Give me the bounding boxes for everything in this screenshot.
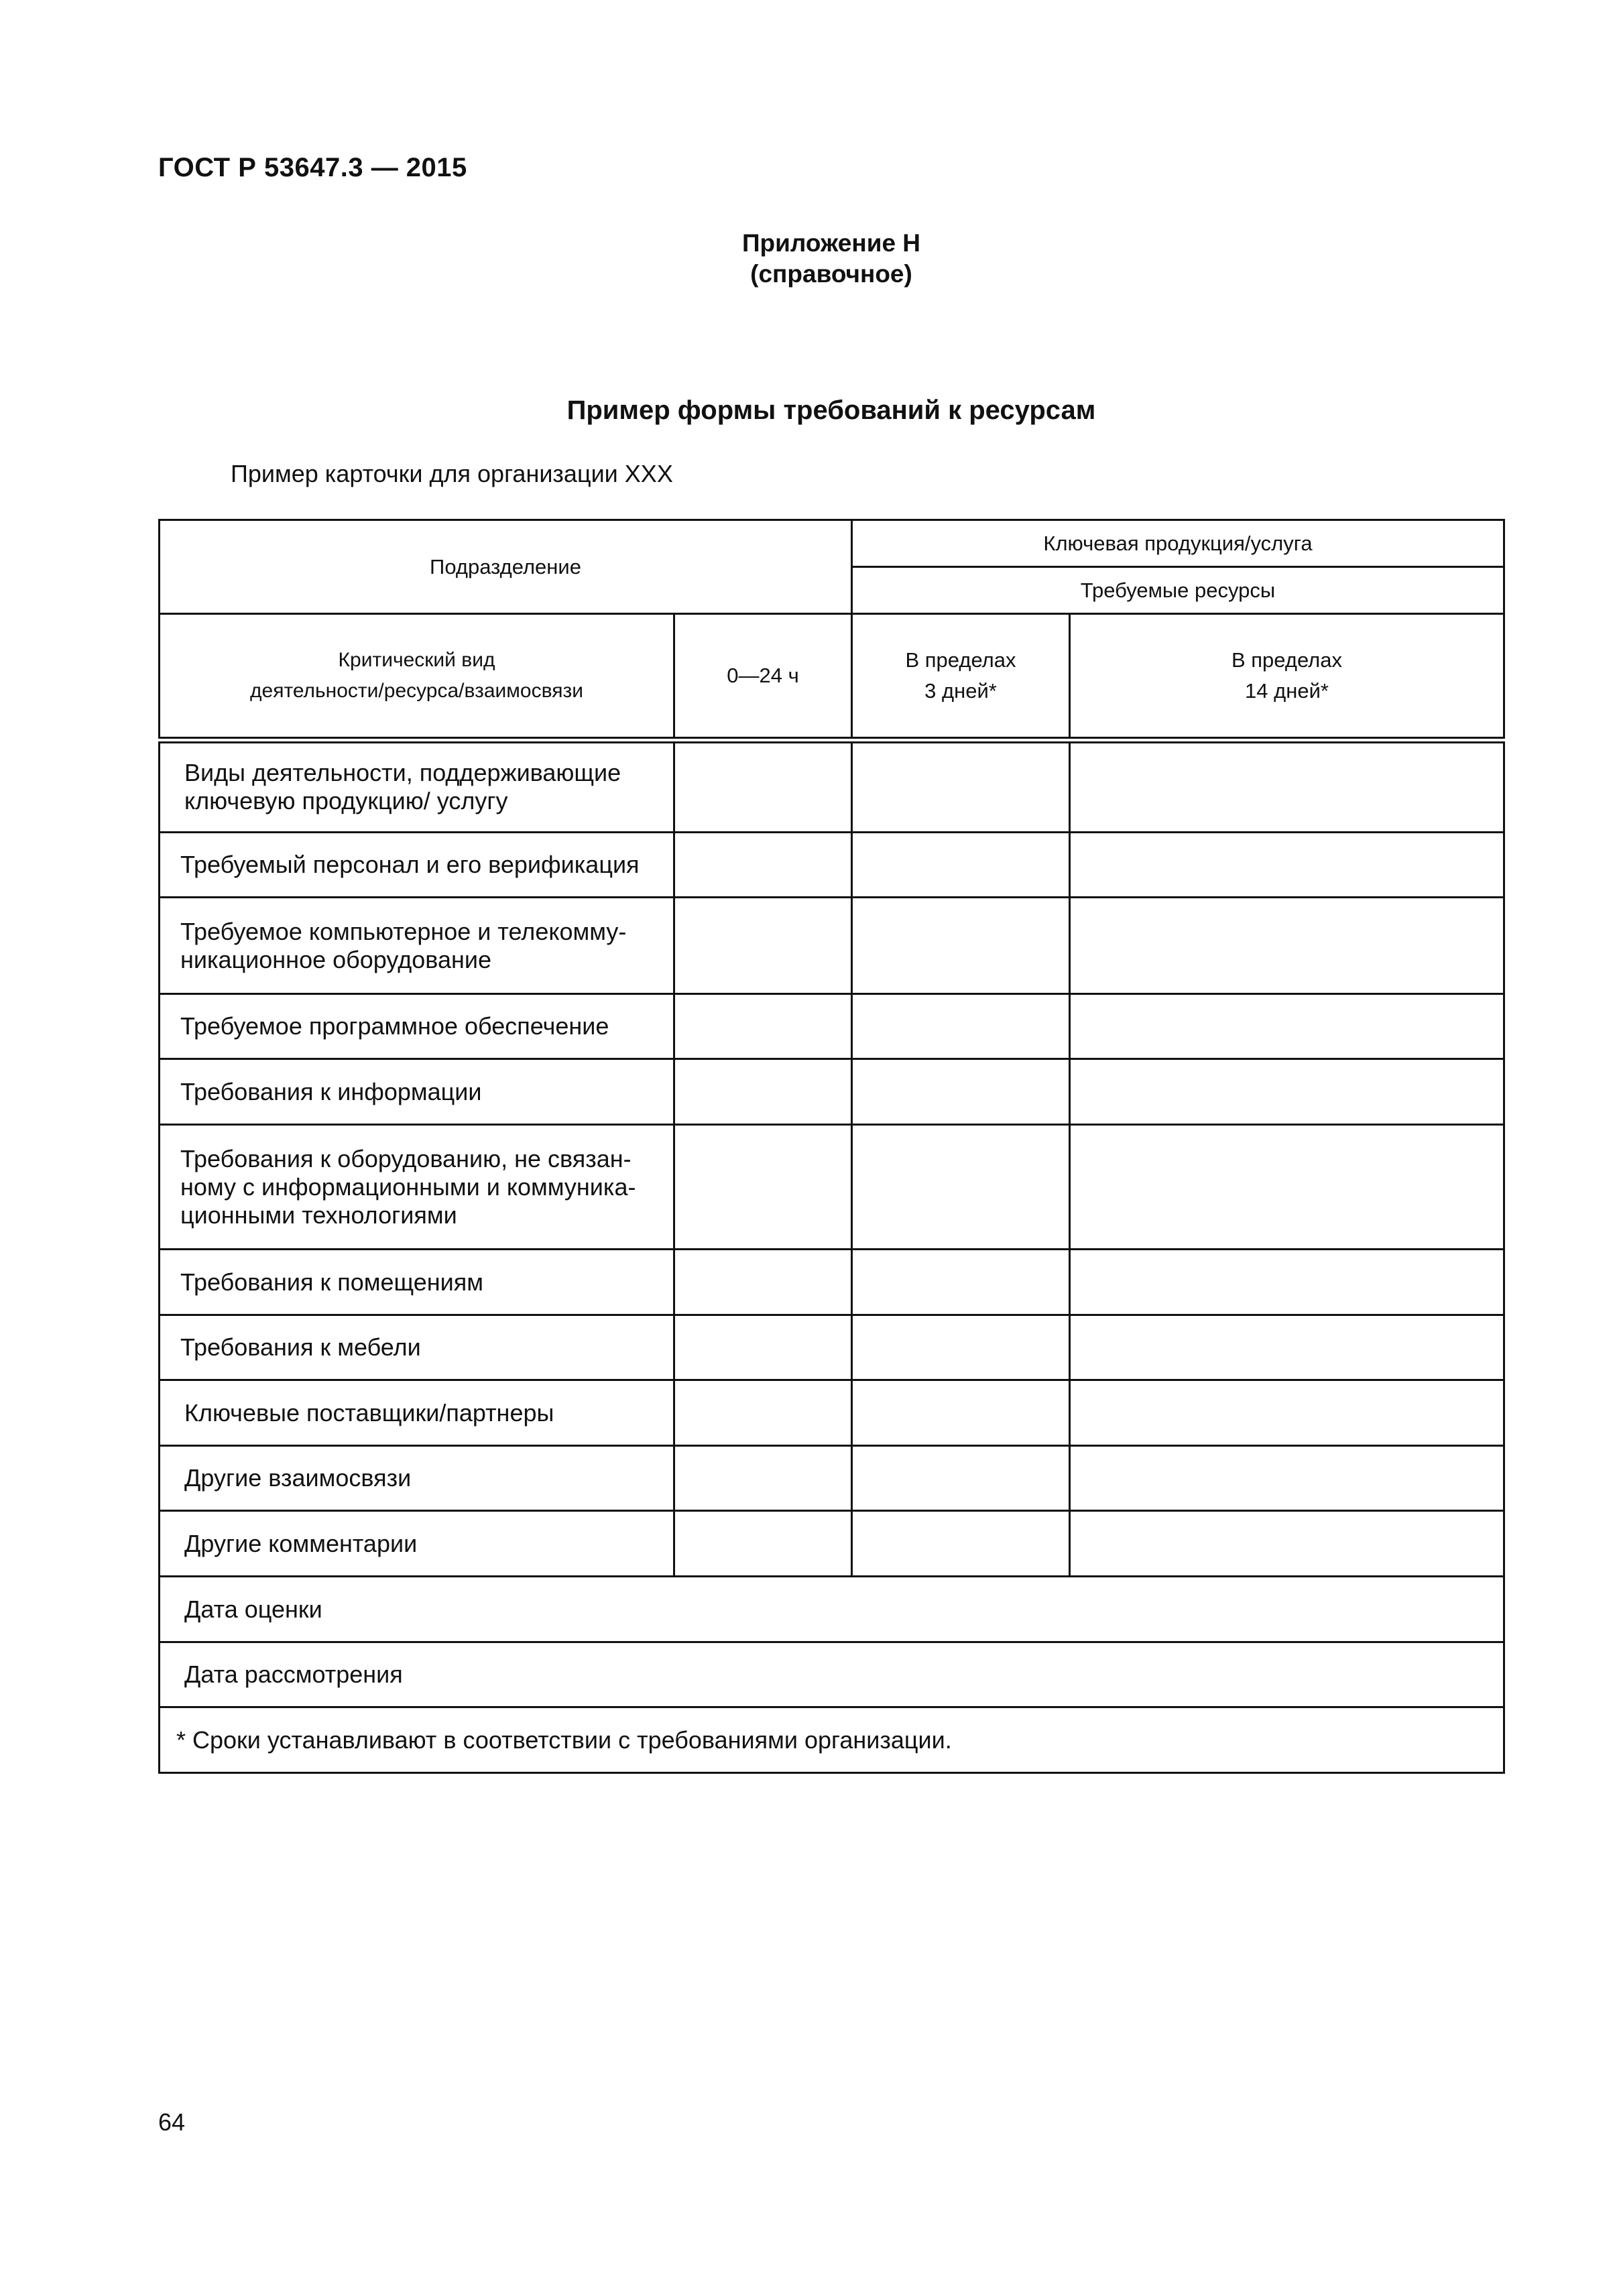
- col-critical-line2: деятельности/ресурса/взаимосвязи: [250, 679, 583, 702]
- review-date-label: Дата рассмотрения: [160, 1642, 1504, 1707]
- cell-14-days: [1070, 1380, 1504, 1446]
- cell-0-24h: [674, 1250, 852, 1315]
- cell-0-24h: [674, 898, 852, 994]
- table-row: [160, 898, 1504, 994]
- row-label: Другие комментарии: [160, 1511, 674, 1577]
- col-14days-line1: В пределах: [1231, 648, 1342, 672]
- cell-3-days: [852, 833, 1070, 898]
- key-product-cell: Ключевая продукция/услуга: [852, 520, 1504, 567]
- cell-0-24h: [674, 1446, 852, 1511]
- cell-3-days: [852, 1446, 1070, 1511]
- cell-3-days: [852, 1315, 1070, 1380]
- cell-14-days: [1070, 740, 1504, 833]
- review-date-row: [160, 1642, 1504, 1707]
- cell-3-days: [852, 994, 1070, 1059]
- row-label: Требования к оборудованию, не связан-ному с информационными и коммуника-ционными технологиями: [160, 1125, 674, 1250]
- table-row: [160, 740, 1504, 833]
- table-row: [160, 1059, 1504, 1125]
- cell-14-days: [1070, 1250, 1504, 1315]
- cell-0-24h: [674, 1380, 852, 1446]
- row-label: Требования к помещениям: [160, 1250, 674, 1315]
- form-subtitle: Пример карточки для организации ХХХ: [231, 460, 673, 487]
- row-label: Ключевые поставщики/партнеры: [160, 1380, 674, 1446]
- cell-14-days: [1070, 1446, 1504, 1511]
- col-critical-line1: Критический вид: [338, 648, 495, 671]
- col-critical-activity: [160, 614, 674, 740]
- cell-3-days: [852, 1059, 1070, 1125]
- cell-14-days: [1070, 1125, 1504, 1250]
- row-label: Требования к мебели: [160, 1315, 674, 1380]
- row-label: Требуемое программное обеспечение: [160, 994, 674, 1059]
- cell-14-days: [1070, 1511, 1504, 1577]
- table-row: [160, 1315, 1504, 1380]
- cell-14-days: [1070, 833, 1504, 898]
- col-3days-line2: 3 дней*: [924, 678, 997, 703]
- page-number: 64: [158, 2108, 186, 2136]
- col-14days-line2: 14 дней*: [1245, 678, 1329, 703]
- cell-0-24h: [674, 740, 852, 833]
- header-row-top: [160, 520, 1504, 567]
- cell-3-days: [852, 740, 1070, 833]
- col-0-24h: 0—24 ч: [674, 614, 852, 740]
- table-row: [160, 994, 1504, 1059]
- required-resources-cell: Требуемые ресурсы: [852, 567, 1504, 614]
- table-row: [160, 1446, 1504, 1511]
- row-label: Виды деятельности, поддерживающие ключевую продукцию/ услугу: [160, 740, 674, 833]
- footnote: * Сроки устанавливают в соответствии с требованиями организации.: [160, 1707, 1504, 1773]
- annex-title: Приложение Н: [741, 229, 921, 257]
- cell-3-days: [852, 898, 1070, 994]
- cell-3-days: [852, 1511, 1070, 1577]
- footnote-row: [160, 1707, 1504, 1773]
- cell-3-days: [852, 1125, 1070, 1250]
- cell-0-24h: [674, 1511, 852, 1577]
- cell-0-24h: [674, 1125, 852, 1250]
- standard-header: ГОСТ Р 53647.3 — 2015: [158, 153, 467, 182]
- col-14-days: [1070, 614, 1504, 740]
- assessment-date-row: [160, 1577, 1504, 1642]
- table-row: [160, 1380, 1504, 1446]
- resource-requirements-table: [158, 519, 1505, 1774]
- cell-0-24h: [674, 994, 852, 1059]
- column-header-row: [160, 614, 1504, 740]
- col-3-days: [852, 614, 1070, 740]
- cell-14-days: [1070, 898, 1504, 994]
- cell-14-days: [1070, 994, 1504, 1059]
- form-title: Пример формы требований к ресурсам: [566, 396, 1096, 425]
- cell-0-24h: [674, 833, 852, 898]
- cell-0-24h: [674, 1059, 852, 1125]
- division-cell: Подразделение: [160, 520, 852, 614]
- table-row: [160, 1511, 1504, 1577]
- cell-0-24h: [674, 1315, 852, 1380]
- table-row: [160, 833, 1504, 898]
- annex-kind: (справочное): [750, 260, 912, 288]
- cell-3-days: [852, 1380, 1070, 1446]
- assessment-date-label: Дата оценки: [160, 1577, 1504, 1642]
- col-3days-line1: В пределах: [905, 648, 1016, 672]
- row-label: Другие взаимосвязи: [160, 1446, 674, 1511]
- table-row: [160, 1250, 1504, 1315]
- row-label: Требования к информации: [160, 1059, 674, 1125]
- annex-heading: [0, 228, 1623, 290]
- table-row: [160, 1125, 1504, 1250]
- cell-14-days: [1070, 1059, 1504, 1125]
- cell-14-days: [1070, 1315, 1504, 1380]
- cell-3-days: [852, 1250, 1070, 1315]
- row-label: Требуемый персонал и его верификация: [160, 833, 674, 898]
- row-label: Требуемое компьютерное и телекомму-никационное оборудование: [160, 898, 674, 994]
